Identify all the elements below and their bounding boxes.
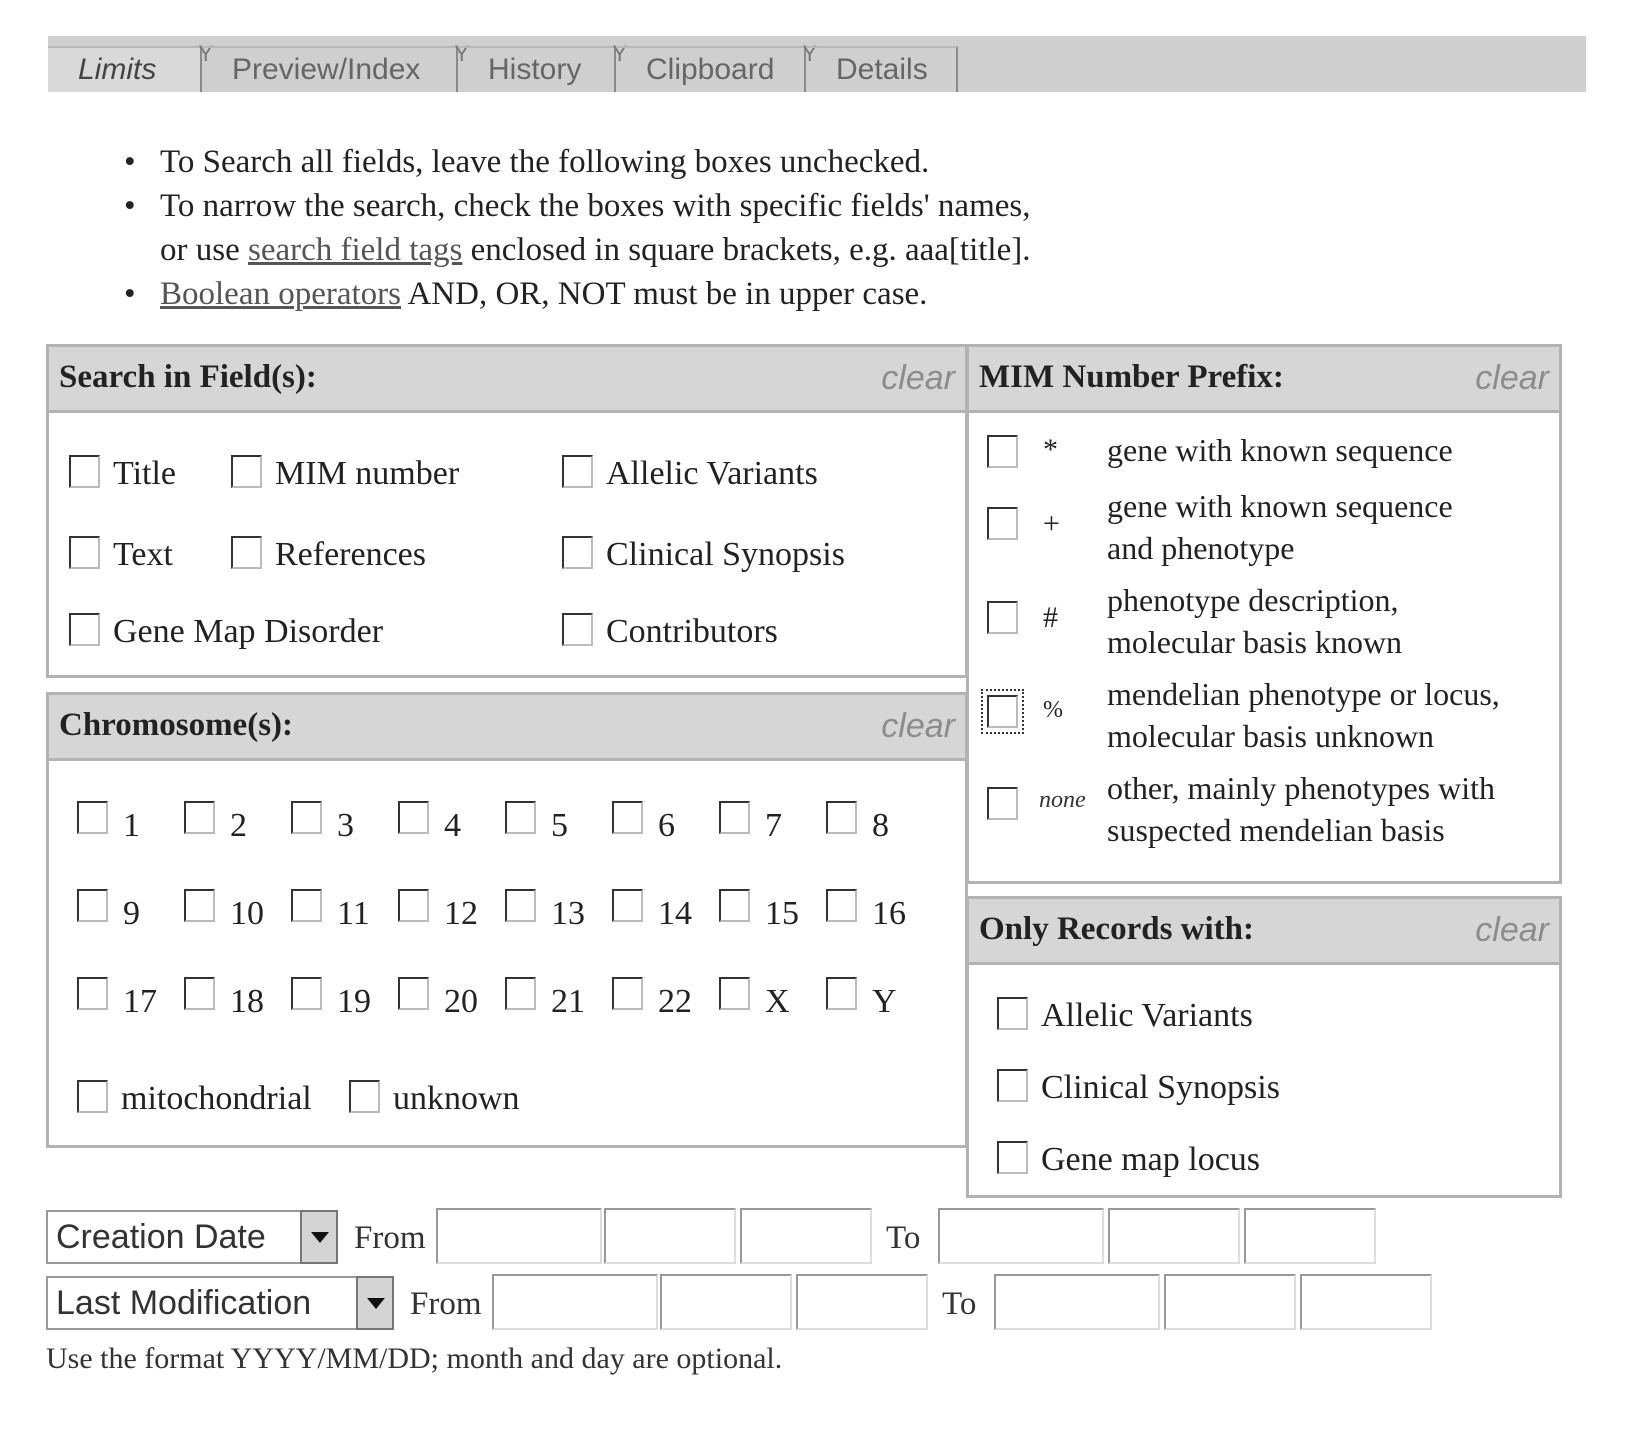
checkbox-chromosome-1[interactable] [77, 801, 108, 834]
checkbox-prefix-none[interactable] [987, 787, 1018, 820]
prefix-symbol: # [1043, 601, 1058, 634]
chromosome-label: 14 [658, 895, 692, 932]
prefix-description: and phenotype [1107, 530, 1295, 566]
checkbox-label: Clinical Synopsis [606, 536, 845, 573]
checkbox-chromosome-y[interactable] [826, 977, 857, 1010]
chromosome-label: 15 [765, 895, 799, 932]
tab-history-label: History [488, 53, 582, 86]
from-label: From [354, 1220, 426, 1256]
checkbox-chromosome-8[interactable] [826, 801, 857, 834]
prefix-description: other, mainly phenotypes with [1107, 770, 1495, 806]
tab-details[interactable] [806, 46, 958, 92]
panel-header [969, 347, 1559, 413]
checkbox-label: Title [113, 455, 177, 492]
checkbox-chromosome-7[interactable] [719, 801, 750, 834]
checkbox-title[interactable] [69, 455, 100, 488]
select-value: Last Modification [56, 1284, 312, 1322]
prefix-symbol: + [1043, 507, 1060, 540]
checkbox-text[interactable] [69, 536, 100, 569]
checkbox-chromosome-20[interactable] [398, 977, 429, 1010]
checkbox-prefix-percent[interactable] [987, 695, 1018, 728]
checkbox-prefix-hash[interactable] [987, 601, 1018, 634]
checkbox-label: Text [113, 536, 173, 573]
checkbox-mitochondrial[interactable] [77, 1080, 108, 1113]
prefix-description: molecular basis unknown [1107, 718, 1435, 754]
prefix-description: suspected mendelian basis [1107, 812, 1445, 848]
to-day-input[interactable] [1300, 1274, 1432, 1330]
from-year-input[interactable] [492, 1274, 658, 1330]
panel-title: Only Records with: [979, 911, 1254, 947]
checkbox-label: unknown [393, 1080, 520, 1117]
panel-header [49, 695, 965, 761]
tab-limits[interactable]: Limits Y [48, 46, 202, 92]
instructions-list [120, 140, 1270, 316]
checkbox-label: Allelic Variants [1041, 997, 1253, 1034]
checkbox-chromosome-19[interactable] [291, 977, 322, 1010]
panel-header [49, 347, 965, 413]
date-field-select-modification[interactable] [46, 1276, 356, 1330]
checkbox-clinical-synopsis[interactable] [562, 536, 593, 569]
to-year-input[interactable] [994, 1274, 1160, 1330]
chromosome-label: 6 [658, 807, 675, 844]
to-month-input[interactable] [1108, 1208, 1240, 1264]
checkbox-records-allelic-variants[interactable] [997, 997, 1028, 1030]
chromosome-label: 4 [444, 807, 461, 844]
checkbox-label: References [275, 536, 427, 573]
from-day-input[interactable] [740, 1208, 872, 1264]
chromosomes-panel [46, 692, 968, 1148]
chromosome-label: 11 [337, 895, 370, 932]
checkbox-chromosome-13[interactable] [505, 889, 536, 922]
chromosome-label: 8 [872, 807, 889, 844]
chromosome-label: 3 [337, 807, 354, 844]
instruction-text: To narrow the search, check the boxes with specific fields' names, [160, 188, 1031, 224]
checkbox-label: Gene map locus [1041, 1141, 1261, 1178]
chevron-down-icon[interactable] [356, 1276, 394, 1330]
to-day-input[interactable] [1244, 1208, 1376, 1264]
prefix-description: gene with known sequence [1107, 488, 1453, 524]
panel-title: Chromosome(s): [59, 707, 294, 743]
checkbox-prefix-asterisk[interactable] [987, 435, 1018, 468]
tab-preview-index[interactable]: Preview/Index Y [202, 46, 458, 92]
prefix-symbol: % [1043, 697, 1063, 723]
checkbox-records-clinical-synopsis[interactable] [997, 1069, 1028, 1102]
checkbox-chromosome-11[interactable] [291, 889, 322, 922]
chromosome-label: 12 [444, 895, 478, 932]
checkbox-chromosome-15[interactable] [719, 889, 750, 922]
checkbox-references[interactable] [231, 536, 262, 569]
prefix-description: molecular basis known [1107, 624, 1403, 660]
to-year-input[interactable] [938, 1208, 1104, 1264]
chromosome-label: 20 [444, 983, 478, 1020]
checkbox-prefix-plus[interactable] [987, 507, 1018, 540]
checkbox-chromosome-12[interactable] [398, 889, 429, 922]
instruction-item: • Boolean operators AND, OR, NOT must be in upper case. [124, 276, 928, 312]
prefix-symbol: none [1039, 787, 1086, 813]
checkbox-chromosome-21[interactable] [505, 977, 536, 1010]
chromosome-label: 22 [658, 983, 692, 1020]
checkbox-chromosome-6[interactable] [612, 801, 643, 834]
checkbox-contributors[interactable] [562, 613, 593, 646]
clear-only-records-link[interactable]: clear [1475, 911, 1549, 949]
panel-header [969, 899, 1559, 965]
checkbox-label: Contributors [606, 613, 778, 650]
chromosome-label: 19 [337, 983, 371, 1020]
prefix-description: phenotype description, [1107, 582, 1399, 618]
instruction-text: To Search all fields, leave the following boxes unchecked. [160, 144, 930, 180]
select-value: Creation Date [56, 1218, 266, 1256]
checkbox-label: MIM number [275, 455, 460, 492]
chromosome-label: 21 [551, 983, 585, 1020]
checkbox-chromosome-14[interactable] [612, 889, 643, 922]
checkbox-label: Allelic Variants [606, 455, 818, 492]
checkbox-chromosome-18[interactable] [184, 977, 215, 1010]
search-field-tags-link[interactable]: search field tags [247, 232, 463, 268]
instruction-item-continued [120, 228, 1270, 272]
chromosome-label: 5 [551, 807, 568, 844]
date-format-note: Use the format YYYY/MM/DD; month and day are optional. [46, 1342, 783, 1375]
to-label: To [942, 1286, 977, 1322]
from-month-input[interactable] [604, 1208, 736, 1264]
only-records-panel [966, 896, 1562, 1198]
checkbox-chromosome-4[interactable] [398, 801, 429, 834]
prefix-description: mendelian phenotype or locus, [1107, 676, 1500, 712]
checkbox-chromosome-10[interactable] [184, 889, 215, 922]
checkbox-chromosome-x[interactable] [719, 977, 750, 1010]
instruction-item: • To narrow the search, check the boxes with specific fields' names, [124, 188, 1031, 224]
checkbox-mim-number[interactable] [231, 455, 262, 488]
chromosome-label: 9 [123, 895, 140, 932]
checkbox-records-gene-map-locus[interactable] [997, 1141, 1028, 1174]
chromosome-label: 1 [123, 807, 140, 844]
panel-title: Search in Field(s): [59, 359, 317, 395]
chromosome-label: Y [872, 983, 897, 1020]
tab-limits-label: Limits [78, 53, 157, 86]
chevron-down-icon[interactable] [300, 1210, 338, 1264]
tab-clipboard[interactable]: Clipboard Y [616, 46, 806, 92]
search-fields-panel [46, 344, 968, 678]
checkbox-gene-map-disorder[interactable] [69, 613, 100, 646]
prefix-symbol: * [1043, 433, 1058, 466]
checkbox-chromosome-9[interactable] [77, 889, 108, 922]
checkbox-chromosome-22[interactable] [612, 977, 643, 1010]
from-label: From [410, 1286, 482, 1322]
chromosome-label: 10 [230, 895, 264, 932]
checkbox-label: mitochondrial [121, 1080, 312, 1117]
tab-preview-index-label: Preview/Index [232, 53, 421, 86]
clear-chromosomes-link[interactable]: clear [881, 707, 955, 745]
checkbox-chromosome-3[interactable] [291, 801, 322, 834]
instruction-text: enclosed in square brackets, e.g. aaa[title]. [470, 232, 1031, 268]
tab-history[interactable]: History Y [458, 46, 616, 92]
instruction-text: AND, OR, NOT must be in upper case. [407, 276, 928, 312]
instruction-text: or use [160, 232, 240, 268]
from-year-input[interactable] [436, 1208, 602, 1264]
prefix-description: gene with known sequence [1107, 432, 1453, 468]
panel-title: MIM Number Prefix: [979, 359, 1284, 395]
chromosome-label: 17 [123, 983, 157, 1020]
chromosome-label: X [765, 983, 790, 1020]
checkbox-chromosome-5[interactable] [505, 801, 536, 834]
to-label: To [886, 1220, 921, 1256]
tab-details-label: Details [836, 53, 928, 86]
boolean-operators-link[interactable]: Boolean operators [160, 276, 402, 312]
checkbox-unknown[interactable] [349, 1080, 380, 1113]
chromosome-label: 16 [872, 895, 906, 932]
chromosome-label: 2 [230, 807, 247, 844]
from-month-input[interactable] [660, 1274, 792, 1330]
tab-bar [48, 36, 1586, 92]
checkbox-chromosome-2[interactable] [184, 801, 215, 834]
checkbox-allelic-variants[interactable] [562, 455, 593, 488]
checkbox-label: Clinical Synopsis [1041, 1069, 1280, 1106]
checkbox-chromosome-17[interactable] [77, 977, 108, 1010]
checkbox-chromosome-16[interactable] [826, 889, 857, 922]
chromosome-label: 7 [765, 807, 782, 844]
date-field-select-creation[interactable] [46, 1210, 300, 1264]
clear-mim-prefix-link[interactable]: clear [1475, 359, 1549, 397]
instruction-item: • To Search all fields, leave the following boxes unchecked. [124, 144, 930, 180]
tab-clipboard-label: Clipboard [646, 53, 775, 86]
checkbox-label: Gene Map Disorder [113, 613, 384, 650]
clear-search-fields-link[interactable]: clear [881, 359, 955, 397]
chromosome-label: 18 [230, 983, 264, 1020]
from-day-input[interactable] [796, 1274, 928, 1330]
chromosome-label: 13 [551, 895, 585, 932]
mim-prefix-panel [966, 344, 1562, 884]
to-month-input[interactable] [1164, 1274, 1296, 1330]
